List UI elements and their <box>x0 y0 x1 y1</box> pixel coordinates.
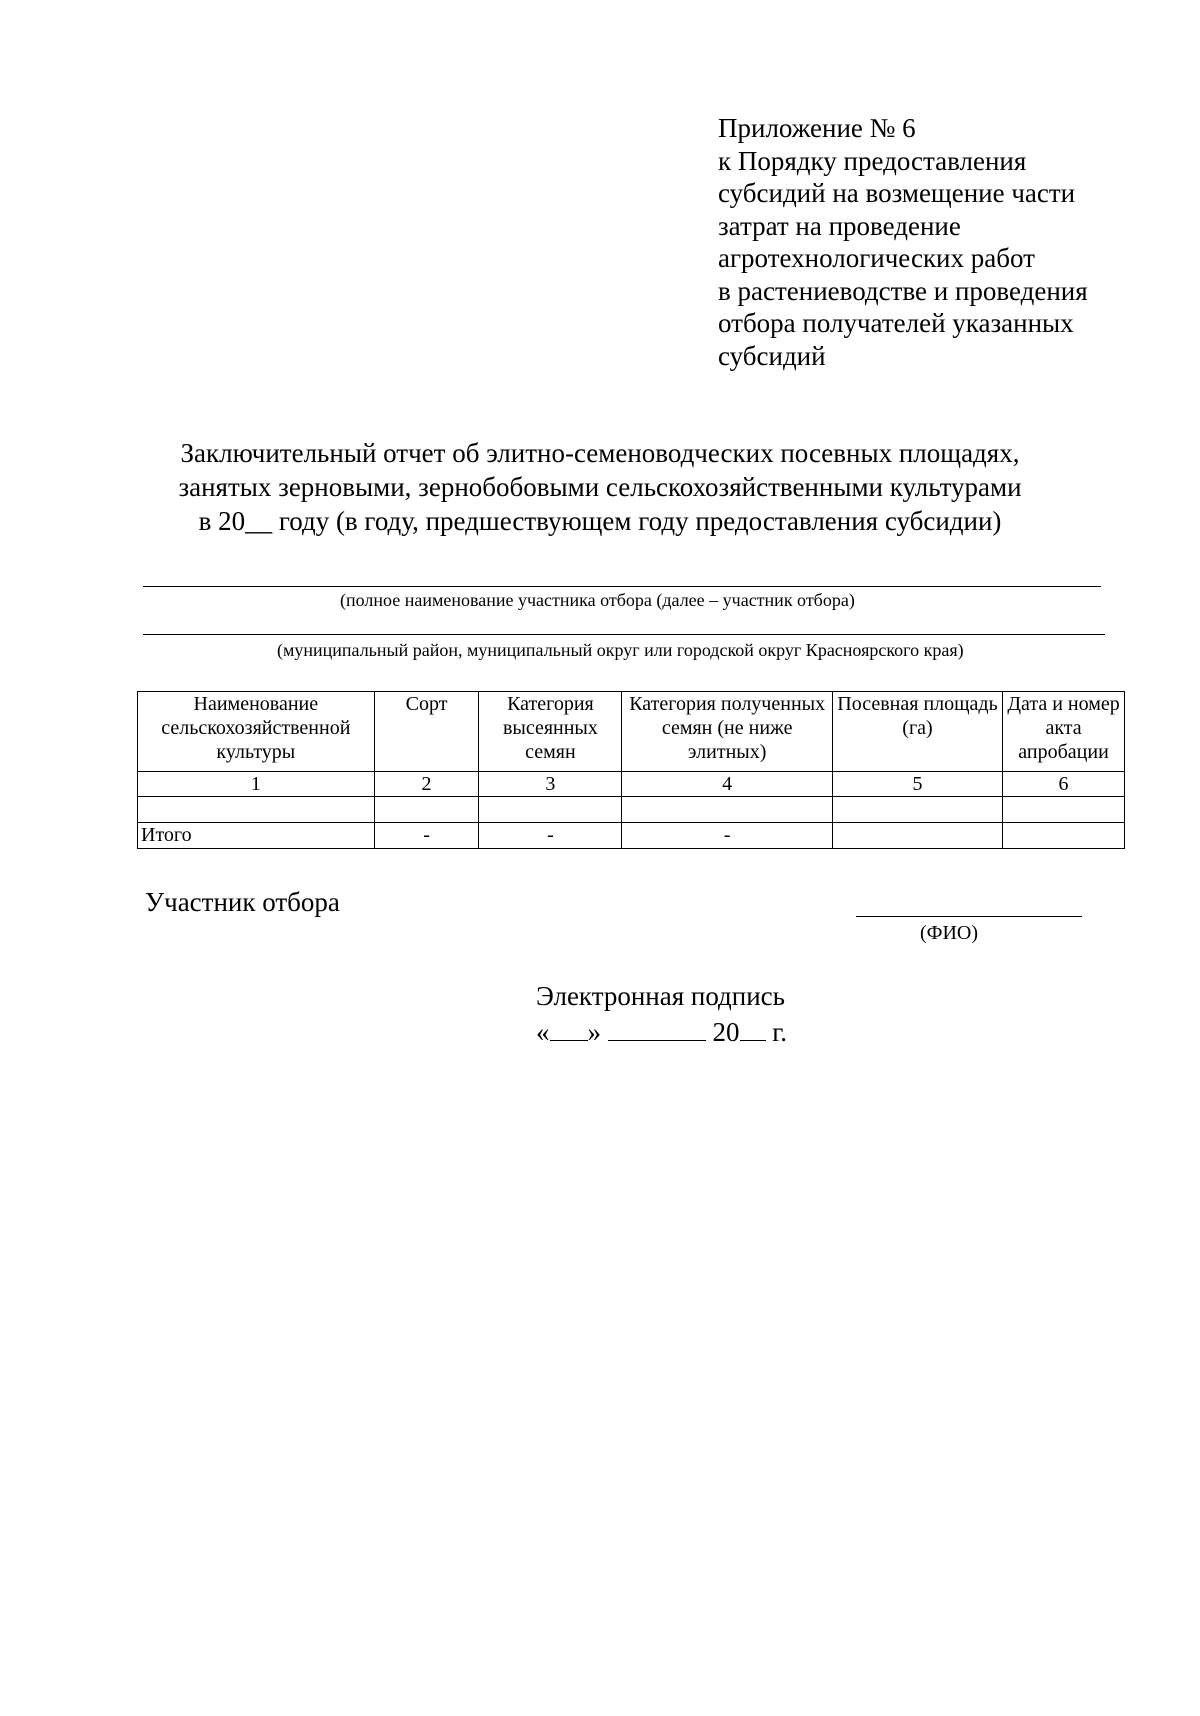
total-cell: - <box>374 823 479 849</box>
document-title <box>140 436 1060 538</box>
table-total-row <box>138 823 1125 849</box>
appendix-block <box>718 112 1158 372</box>
appendix-line: затрат на проведение <box>718 210 961 241</box>
table-cell[interactable] <box>374 797 479 823</box>
fio-caption: (ФИО) <box>920 922 979 944</box>
title-year-suffix: году (в году, предшествующем году предоставления субсидии) <box>272 506 1002 536</box>
title-line-1: Заключительный отчет об элитно-семеноводческих посевных площадях, <box>180 438 1020 468</box>
appendix-line: агротехнологических работ <box>718 243 1035 273</box>
table-header-cell: Наименование сельскохозяйственной культуры <box>138 692 375 772</box>
participant-name-caption: (полное наименование участника отбора (далее – участник отбора) <box>340 590 855 610</box>
table-header-cell: Сорт <box>374 692 479 772</box>
participant-label: Участник отбора <box>145 887 340 917</box>
appendix-line: субсидий на возмещение части <box>718 178 1076 208</box>
total-cell: - <box>479 823 622 849</box>
appendix-line: отбора получателей указанных <box>718 308 1074 338</box>
total-cell[interactable] <box>1003 823 1125 849</box>
column-number: 2 <box>374 772 479 797</box>
appendix-line: Приложение № 6 <box>718 113 916 143</box>
total-cell: - <box>622 823 832 849</box>
title-year-prefix: в 20 <box>198 506 246 536</box>
signature-date <box>536 1014 787 1050</box>
title-line-2: занятых зерновыми, зернобобовыми сельскохозяйственными культурами <box>178 472 1022 502</box>
column-number: 5 <box>832 772 1002 797</box>
total-label: Итого <box>138 823 375 849</box>
column-number: 6 <box>1003 772 1125 797</box>
electronic-signature-block <box>536 978 787 1050</box>
date-close-quote: » <box>587 1017 601 1047</box>
table-header-row <box>138 692 1125 772</box>
day-blank[interactable] <box>550 1016 588 1041</box>
table-cell[interactable] <box>138 797 375 823</box>
fio-line[interactable] <box>856 916 1082 917</box>
district-line[interactable] <box>143 634 1105 635</box>
table-header-cell: Категория высеянных семян <box>479 692 622 772</box>
table-row <box>138 797 1125 823</box>
column-number: 4 <box>622 772 832 797</box>
table-header-cell: Дата и номер акта апробации <box>1003 692 1125 772</box>
appendix-line: субсидий <box>718 340 826 371</box>
title-line-3 <box>140 504 1060 538</box>
year-blank[interactable]: __ <box>245 506 273 536</box>
month-blank[interactable] <box>608 1016 706 1041</box>
table-cell[interactable] <box>832 797 1002 823</box>
table-cell[interactable] <box>622 797 832 823</box>
appendix-line: к Порядку предоставления <box>718 145 1027 176</box>
esig-label: Электронная подпись <box>536 981 785 1011</box>
table-header-cell: Посевная площадь (га) <box>832 692 1002 772</box>
table-cell[interactable] <box>479 797 622 823</box>
date-year-suffix: г. <box>772 1017 788 1047</box>
table-cell[interactable] <box>1003 797 1125 823</box>
table-header-cell: Категория полученных семян (не ниже элитных) <box>622 692 832 772</box>
district-caption: (муниципальный район, муниципальный округ или городской округ Красноярского края) <box>277 640 964 660</box>
total-cell[interactable] <box>832 823 1002 849</box>
date-year-prefix: 20 <box>712 1017 740 1047</box>
report-table <box>137 691 1125 849</box>
date-open-quote: « <box>536 1017 550 1047</box>
participant-name-line[interactable] <box>143 586 1101 587</box>
year-digits-blank[interactable] <box>740 1016 766 1041</box>
column-number: 1 <box>138 772 375 797</box>
appendix-line: в растениеводстве и проведения <box>718 275 1088 306</box>
column-number: 3 <box>479 772 622 797</box>
table-number-row <box>138 772 1125 797</box>
